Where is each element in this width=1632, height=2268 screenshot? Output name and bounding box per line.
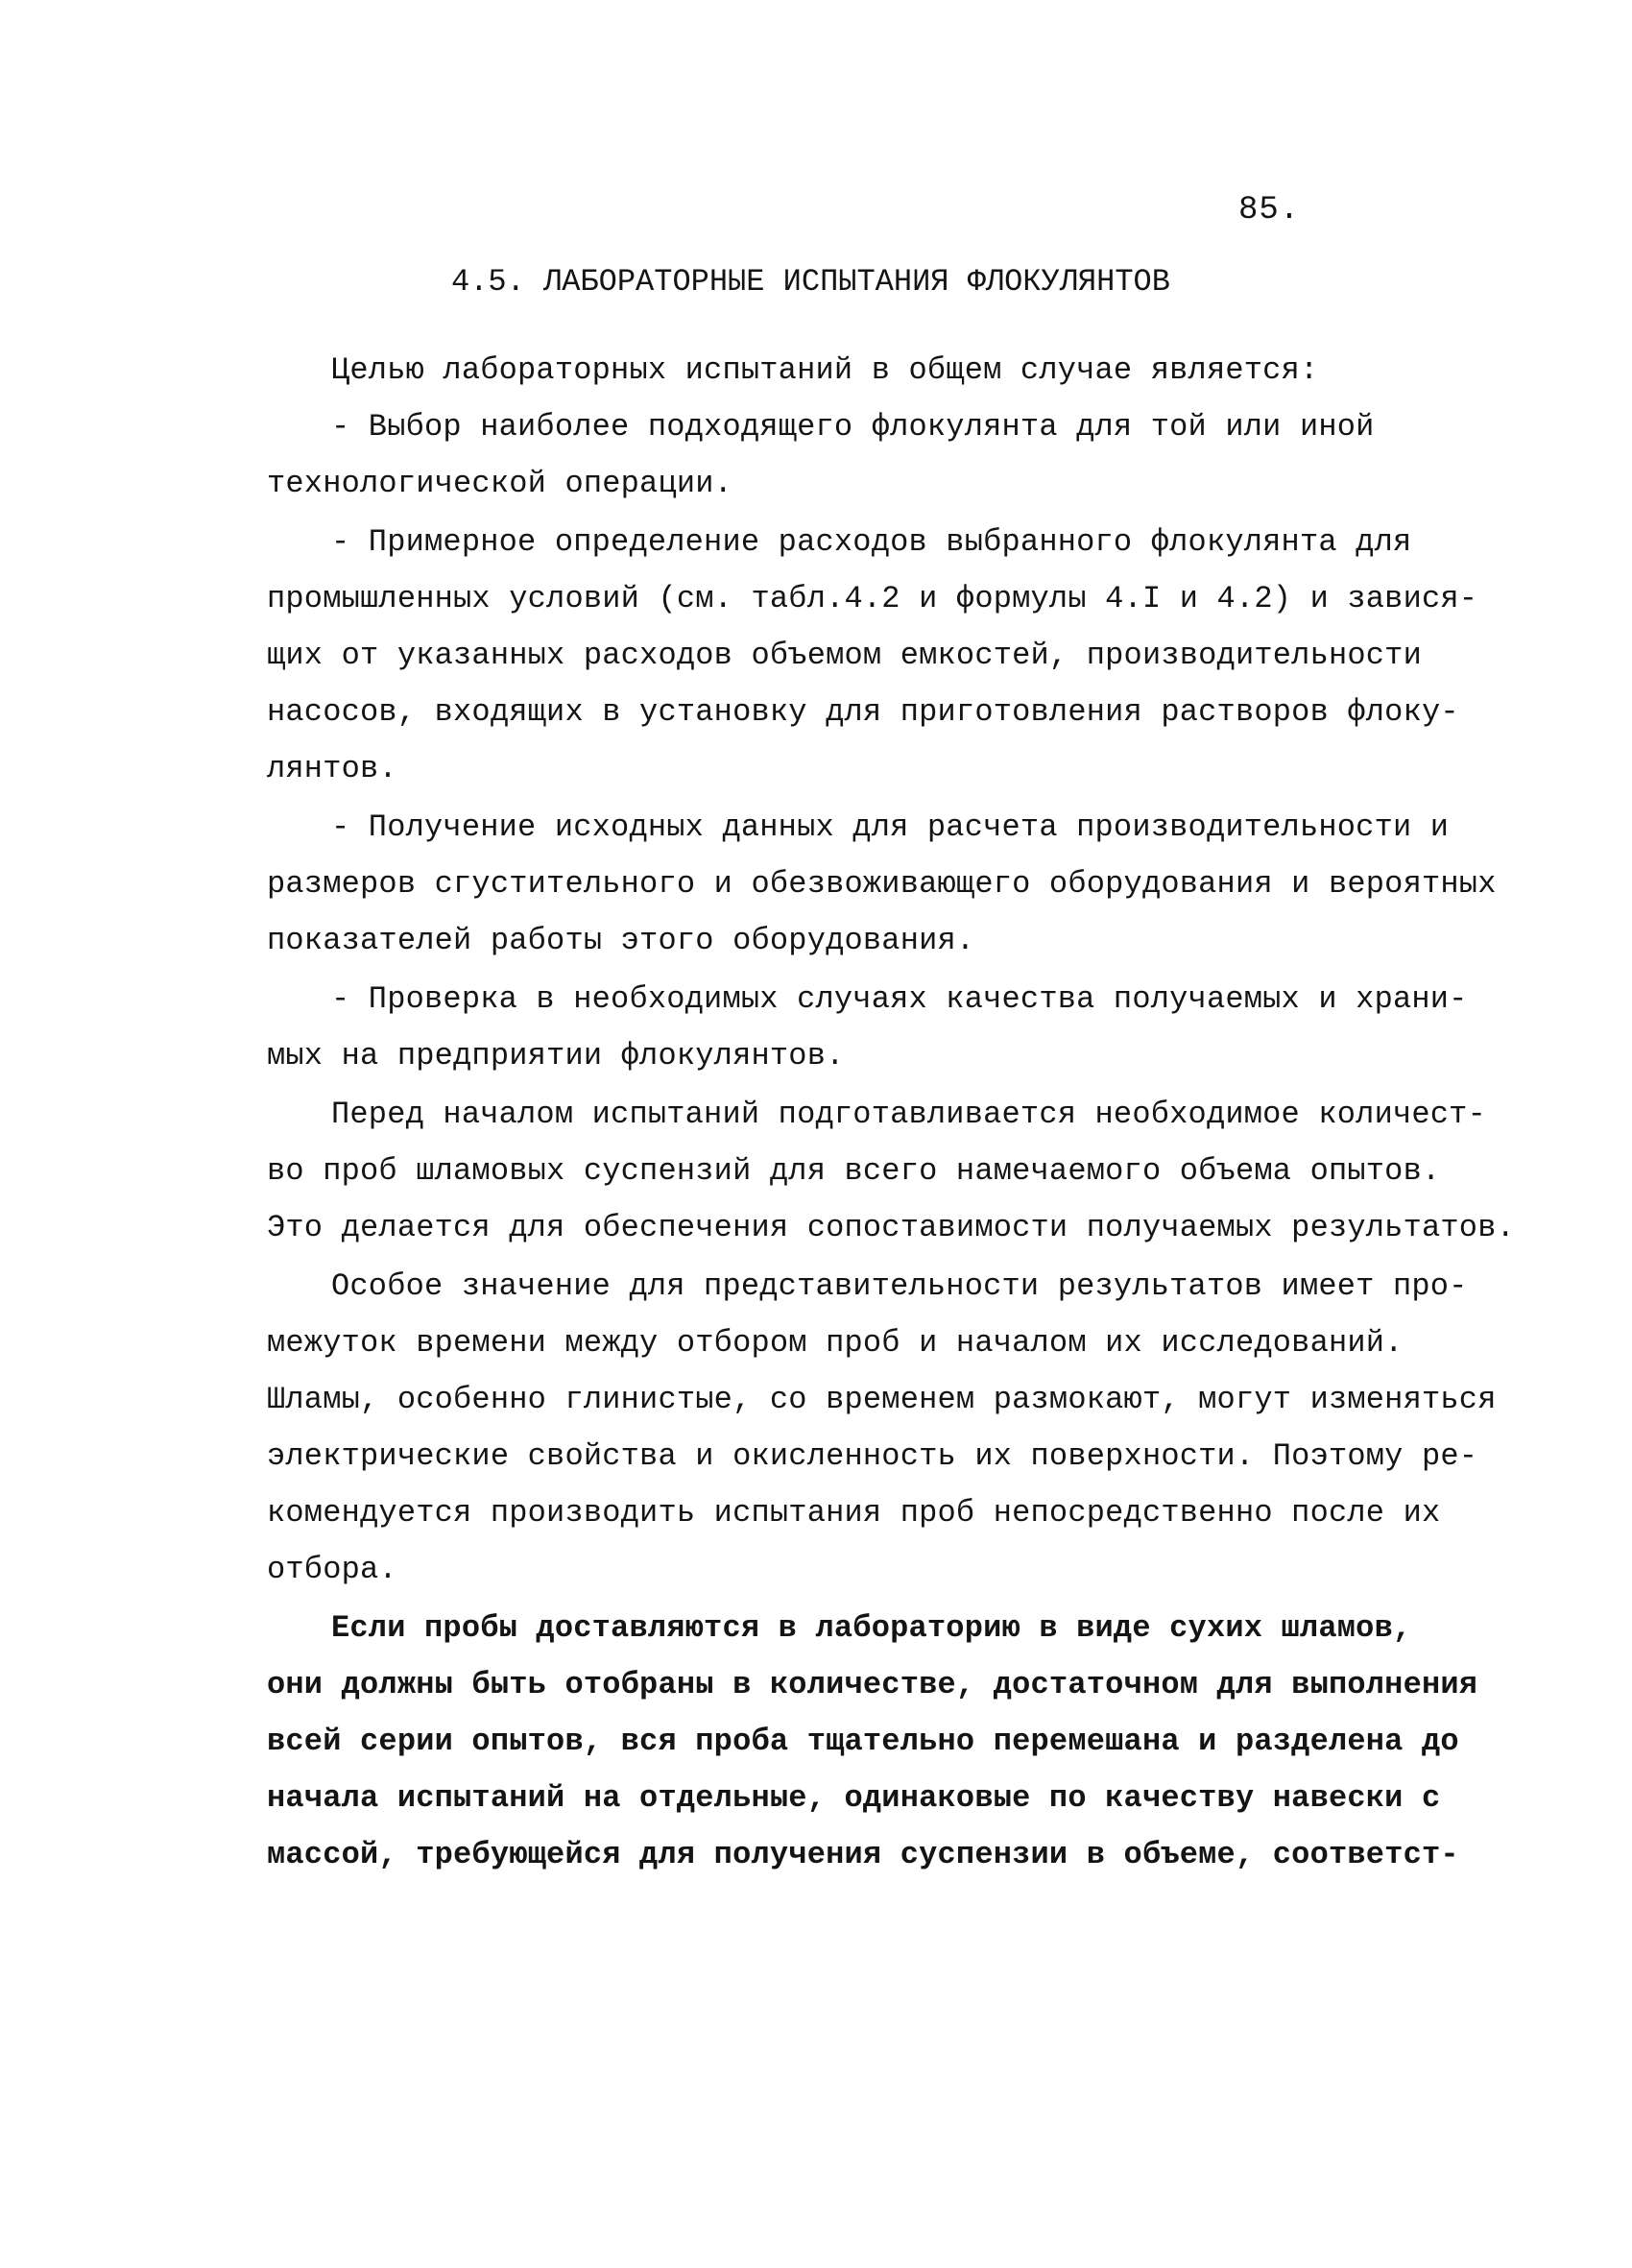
text-line: показателей работы этого оборудования. bbox=[267, 923, 975, 958]
text-line: Если пробы доставляются в лабораторию в виде сухих шламов, bbox=[331, 1610, 1412, 1646]
text-line: мых на предприятии флокулянтов. bbox=[267, 1038, 845, 1074]
text-line: щих от указанных расходов объемом емкостей, производительности bbox=[267, 638, 1422, 673]
text-line: они должны быть отобраны в количестве, достаточном для выполнения bbox=[267, 1667, 1478, 1702]
text-line: промышленных условий (см. табл.4.2 и формулы 4.I и 4.2) и завися- bbox=[267, 581, 1478, 616]
text-line: Шламы, особенно глинистые, со временем размокают, могут изменяться bbox=[267, 1382, 1497, 1417]
text-line: межуток времени между отбором проб и началом их исследований. bbox=[267, 1325, 1404, 1361]
text-line: комендуется производить испытания проб непосредственно после их bbox=[267, 1495, 1441, 1531]
text-line: начала испытаний на отдельные, одинаковые по качеству навески с bbox=[267, 1780, 1441, 1816]
text-line: Перед началом испытаний подготавливается необходимое количест- bbox=[331, 1097, 1486, 1132]
text-line: - Выбор наиболее подходящего флокулянта для той или иной bbox=[331, 409, 1375, 445]
text-line: массой, требующейся для получения суспензии в объеме, соответст- bbox=[267, 1837, 1459, 1872]
section-heading: 4.5. ЛАБОРАТОРНЫЕ ИСПЫТАНИЯ ФЛОКУЛЯНТОВ bbox=[451, 264, 1170, 300]
text-line: Целью лабораторных испытаний в общем случае является: bbox=[331, 352, 1319, 388]
text-line: - Проверка в необходимых случаях качества получаемых и храни- bbox=[331, 981, 1468, 1017]
text-line: отбора. bbox=[267, 1552, 397, 1587]
text-line: лянтов. bbox=[267, 751, 397, 786]
text-line: технологической операции. bbox=[267, 466, 733, 501]
text-line: - Получение исходных данных для расчета производительности и bbox=[331, 809, 1450, 845]
text-line: электрические свойства и окисленность их поверхности. Поэтому ре- bbox=[267, 1438, 1478, 1474]
text-line: насосов, входящих в установку для приготовления растворов флоку- bbox=[267, 694, 1459, 730]
text-line: во проб шламовых суспензий для всего намечаемого объема опытов. bbox=[267, 1153, 1441, 1189]
text-line: - Примерное определение расходов выбранного флокулянта для bbox=[331, 524, 1412, 560]
text-line: всей серии опытов, вся проба тщательно перемешана и разделена до bbox=[267, 1724, 1459, 1759]
text-line: Особое значение для представительности результатов имеет про- bbox=[331, 1268, 1468, 1304]
text-line: размеров сгустительного и обезвоживающего оборудования и вероятных bbox=[267, 866, 1497, 902]
text-line: Это делается для обеспечения сопоставимости получаемых результатов. bbox=[267, 1210, 1516, 1245]
page-number: 85. bbox=[1238, 192, 1301, 229]
